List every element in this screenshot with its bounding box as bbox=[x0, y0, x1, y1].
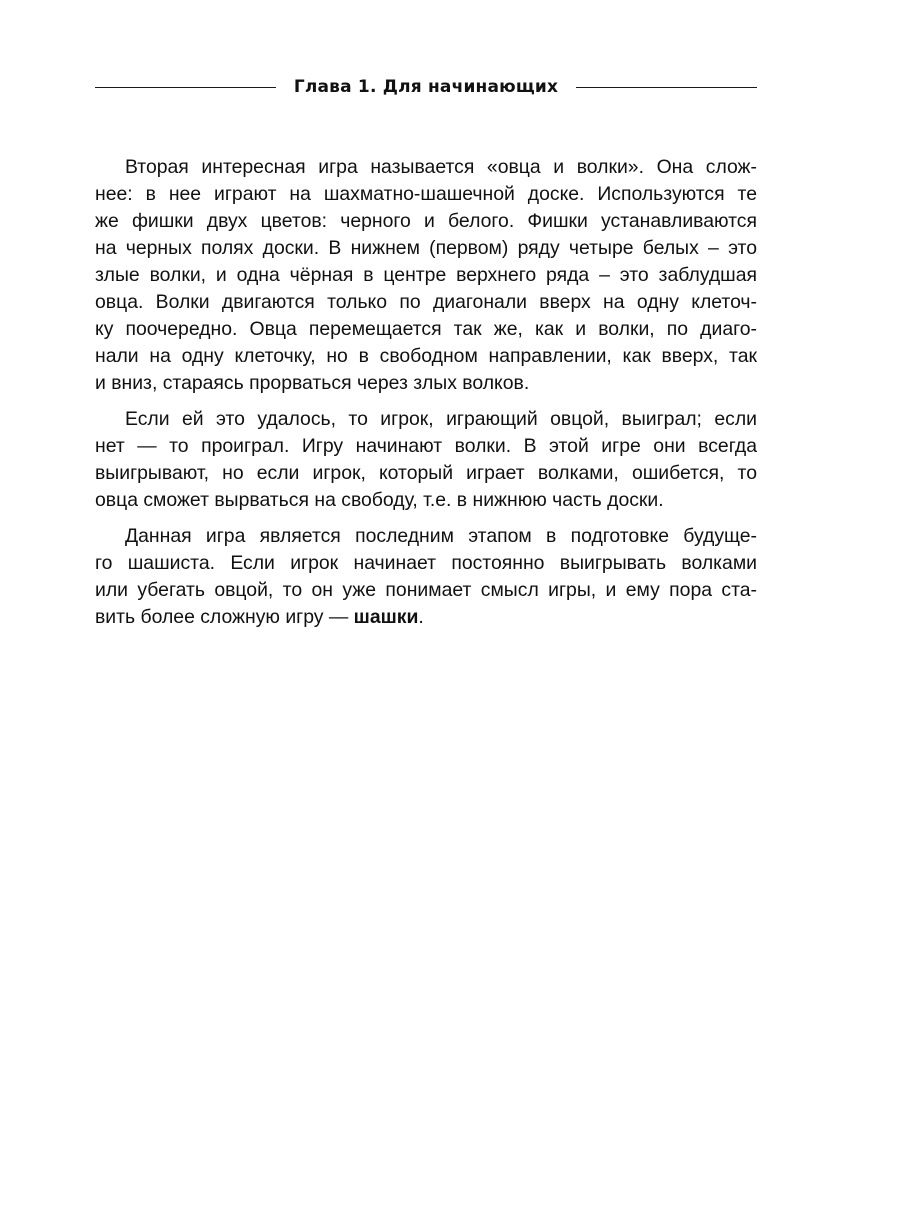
text-line: или убегать овцой, то он уже понимает смысл игры, и ему пора ста- bbox=[95, 579, 757, 601]
final-line-text: вить более сложную игру — bbox=[95, 606, 354, 628]
text-line: Вторая интересная игра называется «овца и волки». Она слож- bbox=[125, 156, 757, 178]
text-line: го шашиста. Если игрок начинает постоянно выигрывать волками bbox=[95, 552, 757, 574]
chapter-title: Глава 1. Для начинающих bbox=[293, 77, 559, 97]
text-line: Данная игра является последним этапом в подготовке будуще- bbox=[125, 525, 757, 547]
paragraph-2 bbox=[95, 406, 757, 514]
emphasized-term: шашки bbox=[353, 606, 419, 628]
text-line-final bbox=[95, 604, 757, 631]
text-line: овца. Волки двигаются только по диагонали вверх на одну клеточ- bbox=[95, 291, 757, 313]
text-line: Если ей это удалось, то игрок, играющий овцой, выиграл; если bbox=[125, 408, 757, 430]
text-line: ку поочередно. Овца перемещается так же, как и волки, по диаго- bbox=[95, 318, 757, 340]
text-line: нали на одну клеточку, но в свободном направлении, как вверх, так bbox=[95, 345, 757, 367]
running-head bbox=[95, 74, 757, 100]
text-line: злые волки, и одна чёрная в центре верхнего ряда – это заблудшая bbox=[95, 264, 757, 286]
final-punctuation: . bbox=[418, 606, 424, 628]
text-line: овца сможет вырваться на свободу, т.е. в нижнюю часть доски. bbox=[95, 489, 664, 511]
text-line: же фишки двух цветов: черного и белого. Фишки устанавливаются bbox=[95, 210, 757, 232]
paragraph-3 bbox=[95, 523, 757, 631]
paragraph-1 bbox=[95, 154, 757, 397]
text-line: выигрывают, но если игрок, который играет волками, ошибется, то bbox=[95, 462, 757, 484]
text-line: нет — то проиграл. Игру начинают волки. В этой игре они всегда bbox=[95, 435, 757, 457]
running-head-rule-left bbox=[95, 87, 276, 88]
body-text bbox=[95, 154, 757, 631]
running-head-rule-right bbox=[576, 87, 757, 88]
text-line: на черных полях доски. В нижнем (первом) ряду четыре белых – это bbox=[95, 237, 757, 259]
text-line: и вниз, стараясь прорваться через злых волков. bbox=[95, 372, 530, 394]
text-line: нее: в нее играют на шахматно-шашечной доске. Используются те bbox=[95, 183, 757, 205]
